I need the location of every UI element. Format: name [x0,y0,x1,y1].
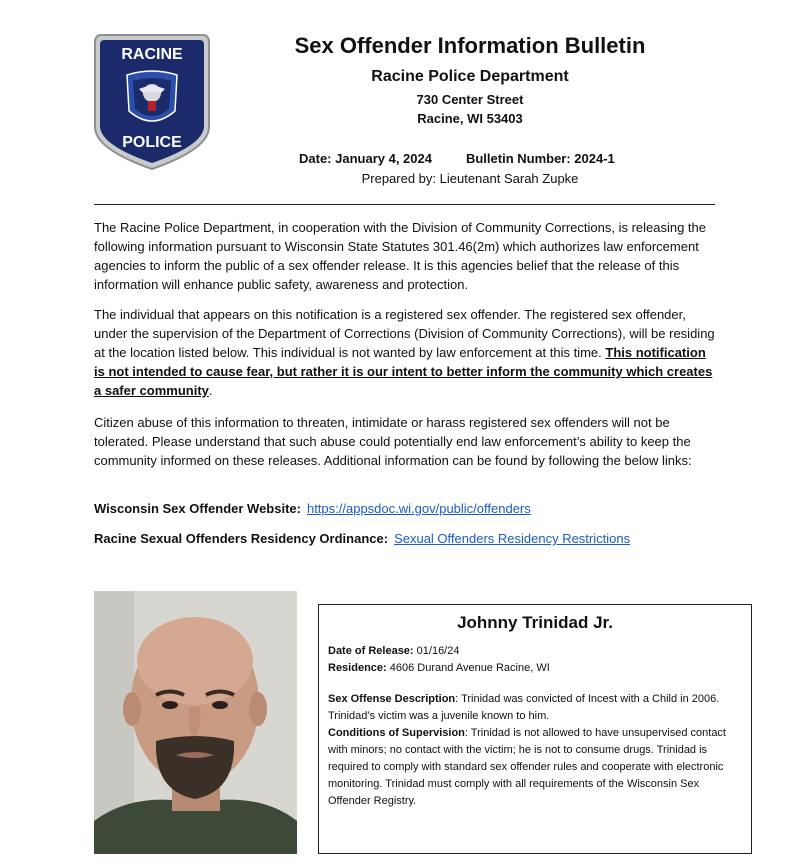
abuse-warning-paragraph: Citizen abuse of this information to threaten, intimidate or harass registered sex offenders will not be tolerated. Please understand that such abuse could potentially end law enforcement’s ability to keep the community informed on these releases. Additional information can be found by following the below links: [94,415,692,468]
release-date-label: Date of Release: [328,645,414,657]
logo-text-racine: RACINE [121,46,183,63]
wi-offender-website-label: Wisconsin Sex Offender Website: [94,501,301,516]
offender-info-box [318,604,752,854]
conditions-label: Conditions of Supervision [328,727,465,739]
release-date-value: 01/16/24 [416,645,460,657]
notification-emphasis: This notification is not intended to cause fear, but rather it is our intent to better inform the community which creates a safer community [94,345,713,398]
notification-text: The individual that appears on this notification is a registered sex offender. The registered sex offender, under the supervision of the Department of Corrections (Division of Community Corrections), will be residing at the location listed below. This individual is not wanted by law enforcement at this time. [94,307,715,360]
city-address: Racine, WI 53403 [417,111,523,126]
residency-ordinance-row [94,531,630,546]
notification-paragraph [94,305,719,400]
wi-offender-website-row [94,501,531,516]
residence-row [328,660,742,677]
bulletin-date: Date: January 4, 2024 [299,151,432,166]
info-spacer [328,677,742,691]
offense-label: Sex Offense Description [328,693,456,705]
racine-police-badge-logo [93,31,211,171]
residence-value: 4606 Durand Avenue Racine, WI [389,662,550,674]
date-bulletin-line [299,151,615,166]
conditions-text: : Trinidad is not allowed to have unsupervised contact with minors; no contact with the victim; he is not to consume drugs. Trinidad is required to comply with standard sex offender rules and cooperate with electronic monitoring. Trinidad must comply with all requirements of the Wisconsin Sex Offender Registry. [328,727,726,807]
bulletin-number: Bulletin Number: 2024-1 [465,151,615,166]
residency-ordinance-link[interactable]: Sexual Offenders Residency Restrictions [394,531,631,546]
supervision-conditions [328,725,742,810]
offense-description [328,691,742,725]
release-date-row [328,643,742,660]
logo-text-police: POLICE [122,134,182,151]
street-address: 730 Center Street [416,92,524,107]
offense-text: : Trinidad was convicted of Incest with a Child in 2006. Trinidad’s victim was a juvenile known to him. [328,693,720,722]
department-name: Racine Police Department [371,68,569,85]
prepared-by: Prepared by: Lieutenant Sarah Zupke [361,171,579,186]
residence-label: Residence: [328,662,387,674]
offender-photo [94,591,297,854]
wi-offender-website-link[interactable]: https://appsdoc.wi.gov/public/offenders [306,501,531,516]
header-divider [94,204,715,205]
intro-paragraph: The Racine Police Department, in cooperation with the Division of Community Corrections, is releasing the following information pursuant to Wisconsin State Statutes 301.46(2m) which authorizes law enforcement agencies to inform the public of a sex offender release. It is this agencies belief that the release of this information will enhance public safety, awareness and protection. [94,220,707,292]
notification-period: . [208,383,213,398]
page-title: Sex Offender Information Bulletin [294,33,646,58]
offender-name: Johnny Trinidad Jr. [457,613,613,632]
residency-ordinance-label: Racine Sexual Offenders Residency Ordinance: [94,531,389,546]
